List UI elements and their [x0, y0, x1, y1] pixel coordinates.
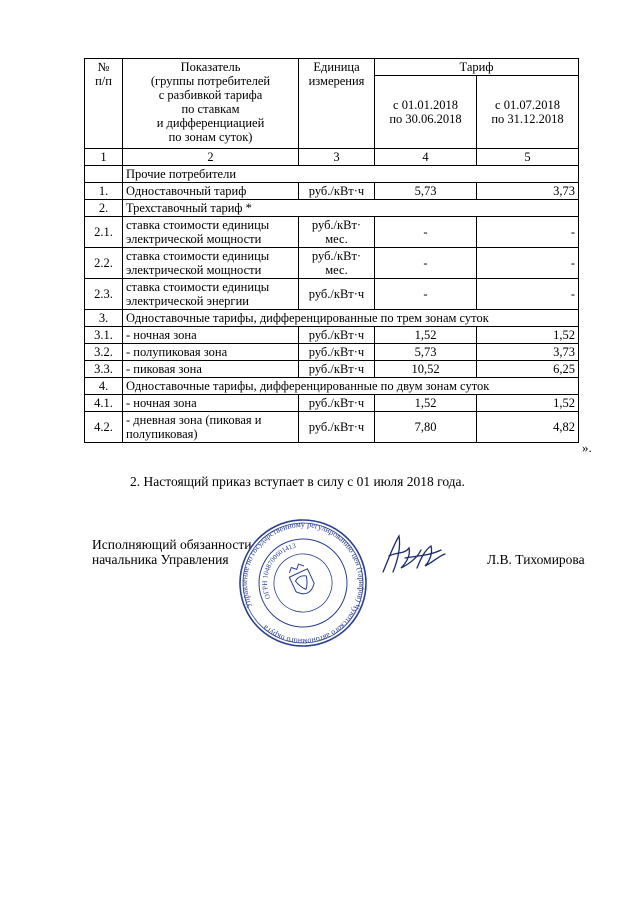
order-paragraph: 2. Настоящий приказ вступает в силу с 01 июля 2018 года.: [130, 474, 465, 489]
row-unit: руб./кВт·ч: [299, 279, 375, 310]
svg-text:Управление по государственному: [237, 518, 369, 648]
row-value-period-1: 1,52: [375, 395, 477, 412]
table-row: [85, 183, 579, 200]
row-section-title: Одноставочные тарифы, дифференцированные по двум зонам суток: [123, 378, 579, 395]
table-row: [85, 378, 579, 395]
row-value-period-1: 1,52: [375, 327, 477, 344]
header-period-1: с 01.01.2018 по 30.06.2018: [375, 76, 477, 149]
coat-of-arms-icon: [286, 562, 317, 598]
row-value-period-2: 1,52: [477, 395, 579, 412]
signer-title-line: Исполняющий обязанности: [92, 537, 252, 552]
row-number: 2.1.: [85, 217, 123, 248]
row-unit: руб./кВт·ч: [299, 344, 375, 361]
row-value-period-1: 5,73: [375, 344, 477, 361]
row-value-period-1: 5,73: [375, 183, 477, 200]
row-value-period-1: -: [375, 279, 477, 310]
row-number: 3.3.: [85, 361, 123, 378]
table-row: [85, 279, 579, 310]
row-number: 4.1.: [85, 395, 123, 412]
header-indicator: Показатель (группы потребителей с разбивкой тарифа по ставкам и дифференциацией по зонам суток): [123, 59, 299, 149]
row-value-period-1: -: [375, 217, 477, 248]
row-value-period-2: -: [477, 217, 579, 248]
group-title: Прочие потребители: [123, 166, 579, 183]
quote-closing: ».: [582, 440, 592, 455]
row-unit: руб./кВт·ч: [299, 361, 375, 378]
table-row: [85, 344, 579, 361]
signer-title-line: начальника Управления: [92, 552, 229, 568]
table-row: [85, 327, 579, 344]
row-value-period-2: 3,73: [477, 344, 579, 361]
row-number: 2.3.: [85, 279, 123, 310]
row-section-title: Одноставочные тарифы, дифференцированные по трем зонам суток: [123, 310, 579, 327]
col-number: 4: [375, 149, 477, 166]
row-unit: руб./кВт·ч: [299, 327, 375, 344]
row-number: 3.1.: [85, 327, 123, 344]
row-value-period-1: -: [375, 248, 477, 279]
group-row: [85, 166, 579, 183]
signer-name: Л.В. Тихомирова: [487, 552, 585, 567]
stamp-inner-text: ОГРН 1048700601413: [260, 541, 297, 601]
table-row: [85, 217, 579, 248]
row-indicator: ставка стоимости единицы электрической мощности: [123, 217, 299, 248]
col-number: 1: [85, 149, 123, 166]
row-unit: руб./кВт·ч: [299, 395, 375, 412]
table-row: [85, 412, 579, 443]
row-number: 3.: [85, 310, 123, 327]
row-value-period-2: -: [477, 248, 579, 279]
row-value-period-1: 10,52: [375, 361, 477, 378]
table-row: [85, 200, 579, 217]
column-numbers-row: [85, 149, 579, 166]
row-indicator: Одноставочный тариф: [123, 183, 299, 200]
tariff-table: [84, 58, 579, 443]
table-row: [85, 395, 579, 412]
row-value-period-2: 1,52: [477, 327, 579, 344]
row-value-period-2: 6,25: [477, 361, 579, 378]
table-row: [85, 248, 579, 279]
row-number: 4.: [85, 378, 123, 395]
row-unit: руб./кВт·ч: [299, 412, 375, 443]
row-indicator: ставка стоимости единицы электрической энергии: [123, 279, 299, 310]
row-unit: руб./кВт· мес.: [299, 248, 375, 279]
header-number: № п/п: [85, 59, 123, 149]
row-number: 2.: [85, 200, 123, 217]
col-number: 2: [123, 149, 299, 166]
signature: [375, 528, 455, 578]
col-number: 3: [299, 149, 375, 166]
official-stamp: [237, 518, 369, 648]
col-number: 5: [477, 149, 579, 166]
row-value-period-2: 4,82: [477, 412, 579, 443]
row-indicator: - дневная зона (пиковая и полупиковая): [123, 412, 299, 443]
header-row: [85, 59, 579, 76]
stamp-outer-text: Управление по государственному регулированию цен (тарифов) Чукотского автономного округа: [239, 519, 367, 647]
row-indicator: - пиковая зона: [123, 361, 299, 378]
row-indicator: - ночная зона: [123, 327, 299, 344]
row-number: 1.: [85, 183, 123, 200]
header-tariff: Тариф: [375, 59, 579, 76]
row-value-period-1: 7,80: [375, 412, 477, 443]
header-period-2: с 01.07.2018 по 31.12.2018: [477, 76, 579, 149]
header-unit: Единица измерения: [299, 59, 375, 149]
row-value-period-2: 3,73: [477, 183, 579, 200]
row-unit: руб./кВт· мес.: [299, 217, 375, 248]
row-unit: руб./кВт·ч: [299, 183, 375, 200]
row-section-title: Трехставочный тариф *: [123, 200, 579, 217]
row-indicator: - полупиковая зона: [123, 344, 299, 361]
row-number: 2.2.: [85, 248, 123, 279]
row-indicator: - ночная зона: [123, 395, 299, 412]
table-row: [85, 310, 579, 327]
table-row: [85, 361, 579, 378]
signer-title: [92, 537, 251, 567]
row-number: 4.2.: [85, 412, 123, 443]
row-value-period-2: -: [477, 279, 579, 310]
row-indicator: ставка стоимости единицы электрической мощности: [123, 248, 299, 279]
row-number: 3.2.: [85, 344, 123, 361]
group-number: [85, 166, 123, 183]
